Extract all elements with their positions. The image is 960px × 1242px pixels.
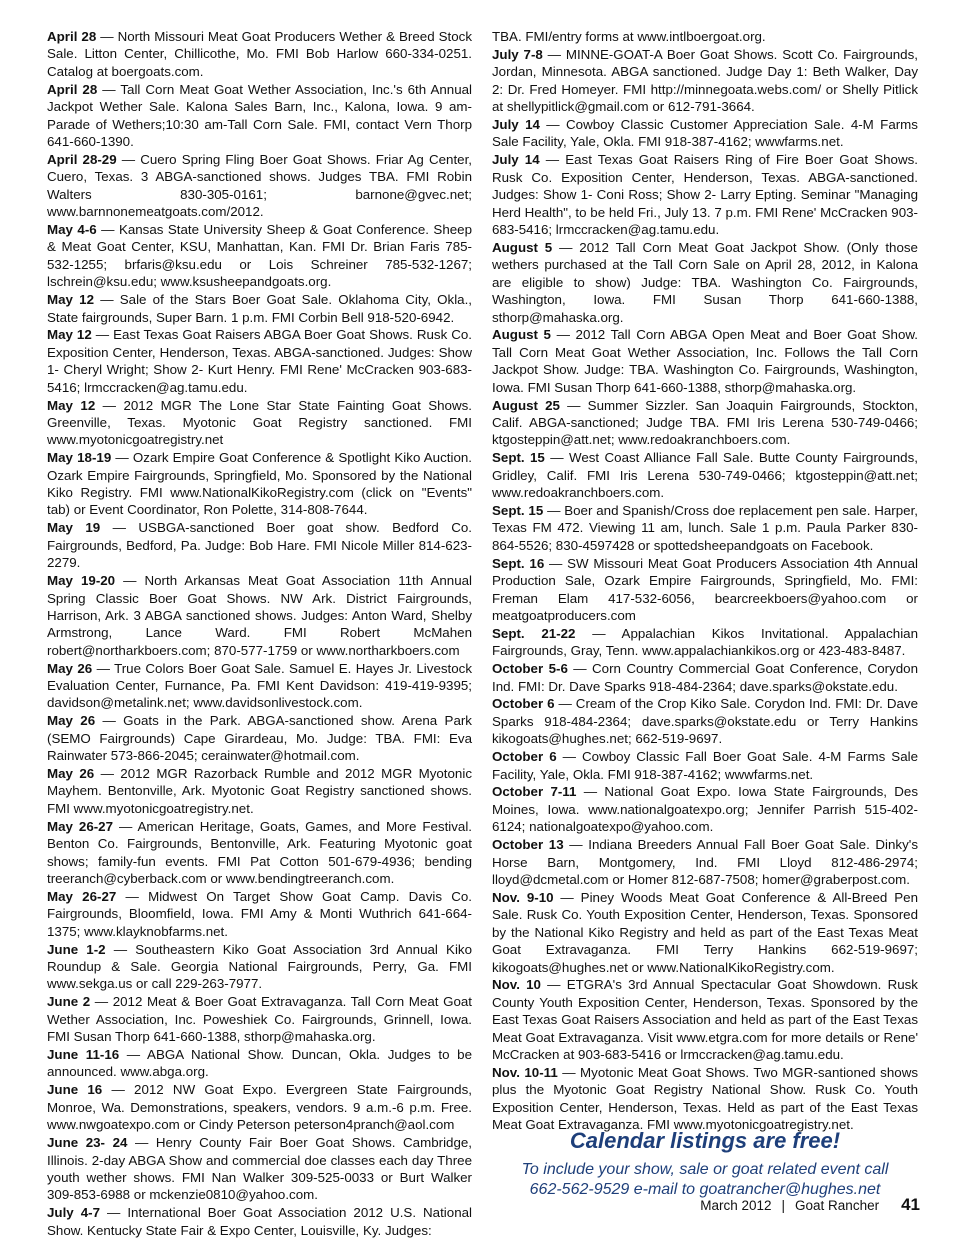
entry-text: TBA. FMI/entry forms at www.intlboergoat.org.: [492, 29, 766, 44]
calendar-entry: [492, 449, 918, 501]
entry-date: July 14: [492, 117, 540, 133]
entry-date: Nov. 9-10: [492, 889, 554, 905]
calendar-entry: [47, 572, 472, 659]
entry-text: — Indiana Breeders Annual Fall Boer Goat Sale. Dinky's Horse Barn, Montgomery, Ind. FMI Lloyd 812-486-2974; lloyd@dcmetal.com or Homer 812-687-7508; homer@graberpost.com.: [492, 837, 918, 887]
calendar-entry: [47, 1204, 472, 1239]
entry-date: August 25: [492, 397, 560, 413]
promo-line-1: To include your show, sale or goat related event call: [521, 1161, 889, 1178]
calendar-entry: [47, 519, 472, 571]
calendar-entry: [47, 1134, 472, 1204]
entry-text: — Midwest On Target Show Goat Camp. Davis Co. Fairgrounds, Bloomfield, Iowa. FMI Amy & Monti Wuthrich 641-664-1375; www.klayknobfarms.net.: [47, 888, 472, 939]
entry-date: October 7-11: [492, 784, 577, 800]
entry-date: May 12: [47, 397, 96, 413]
entry-text: — Cowboy Classic Fall Boer Goat Sale. 4-M Farms Sale Facility, Yale, Okla. FMI 918-387-4162; wwwfarms.net.: [492, 749, 918, 782]
entry-date: October 6: [492, 749, 557, 765]
entry-date: May 12: [47, 292, 95, 308]
calendar-entry: [47, 326, 472, 396]
entry-text: — International Boer Goat Association 2012 U.S. National Show. Kentucky State Fair & Expo Center, Louisville, Ky. Judges:: [47, 1205, 473, 1238]
calendar-entry: [492, 625, 918, 660]
entry-date: August 5: [492, 239, 553, 255]
entry-text: — ABGA National Show. Duncan, Okla. Judges to be announced. www.abga.org.: [47, 1047, 472, 1080]
page-footer: [620, 1195, 920, 1215]
entry-text: — True Colors Boer Goat Sale. Samuel E. Hayes Jr. Livestock Evaluation Center, Furnance, Pa. FMI Kent Davidson: 419-419-9395; davidson@metalink.net; www.davidsonlivestock.com.: [47, 660, 473, 711]
entry-date: April 28: [47, 81, 98, 97]
calendar-entry: [492, 836, 918, 888]
calendar-entry: [492, 326, 918, 396]
entry-text: — Piney Woods Meat Goat Conference & All-Breed Pen Sale. Rusk Co. Youth Exposition Center, Henderson, Texas. Sponsored by the National Kiko Registry and held as part of the East Texas Meat Goat Extravaganza. FMI Terry Hankins 662-519-9697; kikogoats@hughes.net or www.NationalKikoRegistry.com.: [492, 889, 918, 975]
calendar-entry: [47, 818, 472, 888]
entry-date: July 7-8: [492, 46, 543, 62]
entry-date: April 28: [47, 29, 97, 44]
footer-issue: March 2012: [700, 1198, 772, 1213]
entry-date: June 16: [47, 1082, 103, 1098]
entry-text: — 2012 Tall Corn ABGA Open Meat and Boer Goat Show. Tall Corn Meat Goat Wether Association, Inc. Follows the Tall Corn Jackpot Show. Judge: TBA. Washington Co. Fairgrounds, Washington, Iowa. FMI Susan Thorp 641-660-1388, sthorp@mahaska.org.: [492, 327, 918, 395]
entry-text: — North Arkansas Meat Goat Association 11th Annual Spring Classic Boer Goat Shows. NW Ark. District Fairgrounds, Harrison, Ark. 3 ABGA sanctioned shows. Judges: Anton Ward, Shelby Armstrong, Lance Ward. FMI Robert McMahen robert@northarkboers.com; 870-577-1759 or www.northarkboers.com: [47, 573, 473, 658]
entry-date: July 14: [492, 152, 540, 168]
footer-separator: |: [781, 1198, 786, 1213]
calendar-entry: [47, 449, 472, 519]
calendar-entry: [47, 291, 472, 326]
calendar-entry: [47, 1081, 472, 1133]
entry-date: May 26: [47, 660, 93, 676]
calendar-entry: [492, 783, 918, 835]
entry-text: — Southeastern Kiko Goat Association 3rd Annual Kiko Roundup & Sale. Georgia National Fairgrounds, Perry, Ga. FMI www.sekga.us or call 229-263-7977.: [47, 941, 473, 992]
calendar-entry: [47, 993, 472, 1045]
calendar-entry: [492, 28, 918, 45]
entry-date: May 26: [47, 766, 95, 782]
entry-text: — Corn Country Commercial Goat Conference, Corydon Ind. FMI: Dr. Dave Sparks 918-484-2364; dave.sparks@okstate.edu.: [492, 661, 918, 694]
entry-text: — Tall Corn Meat Goat Wether Association, Inc.'s 6th Annual Jackpot Wether Sale. Kalona Sales Barn, Inc., Kalona, Iowa. 9 am-Parade of Wethers;10:30 am-Tall Corn Sale. FMI, contact Vern Thorp 641-660-1390.: [47, 81, 472, 149]
entry-date: October 13: [492, 837, 564, 853]
entry-text: — MINNE-GOAT-A Boer Goat Shows. Scott Co. Fairgrounds, Jordan, Minnesota. ABGA sanctioned. Judge Day 1: Beth Walker, Day 2: Dr. Fred Homeyer. FMI http://minnegoata.webs.com/ or Shelly Pitlick at shellypitlick@gmail.com or 612-791-3664.: [492, 46, 918, 115]
calendar-entry: [492, 46, 918, 116]
entry-text: — National Goat Expo. Iowa State Fairgrounds, Des Moines, Iowa. www.nationalgoatexpo.org; Jennifer Parrish 515-402-6124; nationalgoatexpo@yahoo.com.: [492, 784, 918, 835]
footer-magazine: Goat Rancher: [795, 1198, 880, 1213]
entry-date: May 26-27: [47, 818, 114, 834]
right-column: [492, 28, 918, 1134]
calendar-entry: [47, 81, 472, 151]
entry-date: Sept. 15: [492, 450, 545, 466]
entry-date: May 26-27: [47, 888, 117, 904]
entry-text: — Goats in the Park. ABGA-sanctioned show. Arena Park (SEMO Fairgrounds) Cape Girardeau, Mo. Judge: TBA. FMI: Eva Rainwater 573-866-2045; cerainwater@hotmail.com.: [47, 713, 472, 764]
entry-text: — North Missouri Meat Goat Producers Wether & Breed Stock Sale. Litton Center, Chillicothe, Mo. FMI Bob Harlow 660-334-0251. Catalog at boergoats.com.: [47, 29, 472, 79]
page-number: 41: [901, 1195, 920, 1214]
calendar-entry: [492, 748, 918, 783]
entry-date: June 23- 24: [47, 1135, 128, 1151]
calendar-entry: [492, 695, 918, 747]
entry-text: — ETGRA's 3rd Annual Spectacular Goat Showdown. Rusk County Youth Exposition Center, Henderson, Texas. Sponsored by the East Texas Goat Raisers Association and held as part of the East Texas Meat Goat Extravaganza. Visit www.etgra.com for more details or Rene' McCracken at 903-683-5416 or lrmccracken@ag.tamu.edu.: [492, 977, 918, 1063]
entry-text: — East Texas Goat Raisers Ring of Fire Boer Goat Shows. Rusk Co. Exposition Center, Henderson, Texas. ABGA-sanctioned. Judges: Show 1- Coni Ross; Show 2- Larry Epting. Seminar "Managing Herd Health", to be held Fri., July 13. 7 p.m. FMI Rene' McCracken 903-683-5416; lrmccracken@ag.tamu.edu.: [492, 152, 918, 237]
entry-date: Sept. 21-22: [492, 625, 576, 641]
entry-text: — American Heritage, Goats, Games, and More Festival. Benton Co. Fairgrounds, Bentonville, Ark. Featuring Myotonic goat shows; family-fun events. FMI Pat Cotton 501-679-4936; bending treeranch@cyberback.com or www.bendingtreeranch.com.: [47, 818, 473, 886]
entry-date: May 12: [47, 327, 92, 343]
entry-date: May 26: [47, 713, 96, 729]
entry-text: — Sale of the Stars Boer Goat Sale. Oklahoma City, Okla., State fairgrounds, Super Barn. 1 p.m. FMI Corbin Bell 918-520-6942.: [47, 292, 473, 325]
calendar-entry: [47, 28, 472, 80]
calendar-entry: [47, 397, 472, 449]
calendar-entry: [492, 397, 918, 449]
entry-text: — 2012 NW Goat Expo. Evergreen State Fairgrounds, Monroe, Wa. Demonstrations, speakers, vendors. 9 a.m.-6 p.m. Free. www.nwgoatexpo.com or Cindy Peterson peterson4pranch@aol.com: [47, 1082, 472, 1133]
entry-date: October 6: [492, 696, 555, 712]
entry-date: May 4-6: [47, 221, 97, 237]
calendar-entry: [47, 221, 472, 291]
entry-date: Nov. 10: [492, 977, 541, 993]
calendar-promo: [492, 1128, 918, 1200]
entry-text: — 2012 Tall Corn Meat Goat Jackpot Show. (Only those wethers purchased at the Tall Corn Sale on April 28, 2012, in Kalona are eligible to show) Judge: TBA. Washington Co. Fairgrounds, Washington, Iowa. FMI Susan Thorp 641-660-1388, sthorp@mahaska.org.: [492, 239, 918, 325]
calendar-entry: [47, 151, 472, 221]
calendar-entry: [47, 765, 472, 817]
calendar-entry: [492, 502, 918, 554]
entry-text: — West Coast Alliance Fall Sale. Butte County Fairgrounds, Gridley, Calif. FMI Iris Lerena 530-749-0466; ktgosteppin@att.net; www.redoakranchboers.com.: [492, 450, 918, 501]
entry-text: — Kansas State University Sheep & Goat Conference. Sheep & Meat Goat Center, KSU, Manhattan, Kan. FMI Dr. Brian Faris 785-532-1255; brfaris@ksu.edu or Lois Schreiner 785-532-1267; lschrein@ksu.edu; www.ksusheepandgoats.org.: [47, 221, 473, 290]
entry-date: August 5: [492, 327, 551, 343]
entry-text: — Appalachian Kikos Invitational. Appalachian Fairgrounds, Gray, Tenn. www.appalachiankikos.org or 423-483-8487.: [492, 625, 918, 659]
calendar-entry: [492, 151, 918, 238]
entry-text: — Boer and Spanish/Cross doe replacement pen sale. Harper, Texas FM 472. Viewing 11 am, lunch. Sale 1 p.m. Paula Parker 830-864-5526; 830-4597428 or spottedsheepandgoats on Facebook.: [492, 502, 918, 553]
entry-text: — USBGA-sanctioned Boer goat show. Bedford Co. Fairgrounds, Bedford, Pa. Judge: Bob Hare. FMI Nicole Miller 814-623-2279.: [47, 520, 473, 571]
entry-text: — 2012 Meat & Boer Goat Extravaganza. Tall Corn Meat Goat Wether Association, Inc. Poweshiek Co. Fairgrounds, Grinnell, Iowa. FMI Susan Thorp 641-660-1388, sthorp@mahaska.org.: [47, 994, 472, 1045]
left-column: [47, 28, 472, 1240]
entry-text: — Cuero Spring Fling Boer Goat Shows. Friar Ag Center, Cuero, Texas. 3 ABGA-sanctioned shows. Judges TBA. FMI Robin Walters 830-305-0161; barnone@gvec.net; www.barnnonemeatgoats.com/2012.: [47, 151, 472, 220]
entry-text: — Henry County Fair Boer Goat Shows. Cambridge, Illinois. 2-day ABGA Show and commercial doe classes each day Three youth wether shows. FMI Nan Walker 309-525-0033 or Burt Walker 309-853-6988 or mckenzie0810@yahoo.com.: [47, 1135, 473, 1203]
entry-date: June 2: [47, 994, 91, 1010]
calendar-entry: [47, 888, 472, 940]
calendar-entry: [47, 712, 472, 764]
entry-date: May 19-20: [47, 573, 116, 589]
entry-date: May 18-19: [47, 450, 112, 466]
calendar-entry: [492, 976, 918, 1063]
calendar-entry: [492, 239, 918, 326]
entry-text: — Myotonic Meat Goat Shows. Two MGR-santioned shows plus the Myotonic Goat Registry National Show. Rusk Co. Youth Exposition Center, Henderson, Texas. Held as part of the East Texas Meat Goat Extravaganza. FMI www.myotonicgoatregistry.net.: [492, 1064, 919, 1133]
entry-date: July 4-7: [47, 1205, 100, 1221]
entry-date: May 19: [47, 520, 101, 536]
entry-text: — SW Missouri Meat Goat Producers Association 4th Annual Production Sale, Ozark Empire Fairgrounds, Springfield, Mo. FMI: Freman Elam 417-532-6056, bearcreekboers@yahoo.com or meatgoatproducers.com: [492, 555, 918, 623]
entry-date: Sept. 16: [492, 555, 545, 571]
calendar-entry: [492, 660, 918, 695]
promo-line-2: 662-562-9529 e-mail to goatrancher@hughes.net: [529, 1181, 881, 1198]
promo-title: Calendar listings are free!: [569, 1128, 841, 1153]
entry-date: June 11-16: [47, 1047, 120, 1063]
entry-text: — Cream of the Crop Kiko Sale. Corydon Ind. FMI: Dr. Dave Sparks 918-484-2364; dave.sparks@okstate.edu or Terry Hankins kikogoats@hughes.net; 662-519-9697.: [492, 696, 918, 747]
entry-text: — Ozark Empire Goat Conference & Spotlight Kiko Auction. Ozark Empire Fairgrounds, Springfield, Mo. Sponsored by the National Kiko Registry. FMI www.NationalKikoRegistry.com (click on "Events" tab) or Event Coordinator, Ron Polette, 314-808-7644.: [47, 450, 473, 518]
entry-date: June 1-2: [47, 941, 106, 957]
entry-text: — 2012 MGR Razorback Rumble and 2012 MGR Myotonic Mayhem. Bentonville, Ark. Myotonic Goat Registry sanctioned shows. FMI www.myotonicgoatregistry.net.: [47, 766, 472, 816]
entry-date: October 5-6: [492, 661, 568, 677]
entry-text: — Summer Sizzler. San Joaquin Fairgrounds, Stockton, Calif. ABGA-sanctioned; Judge TBA. FMI Iris Lerena 530-749-0466; ktgosteppin@att.net; www.redoakranchboers.com.: [492, 397, 918, 448]
entry-date: Nov. 10-11: [492, 1064, 558, 1080]
entry-text: — 2012 MGR The Lone Star State Fainting Goat Shows. Greenville, Texas. Myotonic Goat Registry sanctioned. FMI www.myotonicgoatregistry.net: [47, 397, 472, 448]
calendar-entry: [492, 116, 918, 151]
entry-date: April 28-29: [47, 151, 117, 167]
entry-date: Sept. 15: [492, 502, 544, 518]
calendar-entry: [492, 889, 918, 976]
entry-text: — East Texas Goat Raisers ABGA Boer Goat Shows. Rusk Co. Exposition Center, Henderson, Texas. ABGA-sanctioned. Judges: Show 1- Cheryl Wright; Show 2- Kurt Henry. FMI Rene' McCracken 903-683-5416; lrmccracken@ag.tamu.edu.: [47, 327, 472, 395]
calendar-entry: [47, 941, 472, 993]
calendar-entry: [47, 660, 472, 712]
calendar-entry: [492, 555, 918, 625]
calendar-entry: [47, 1046, 472, 1081]
entry-text: — Cowboy Classic Customer Appreciation Sale. 4-M Farms Sale Facility, Yale, Okla. FMI 918-387-4162; wwwfarms.net.: [492, 117, 918, 150]
calendar-entry: [492, 1064, 918, 1134]
